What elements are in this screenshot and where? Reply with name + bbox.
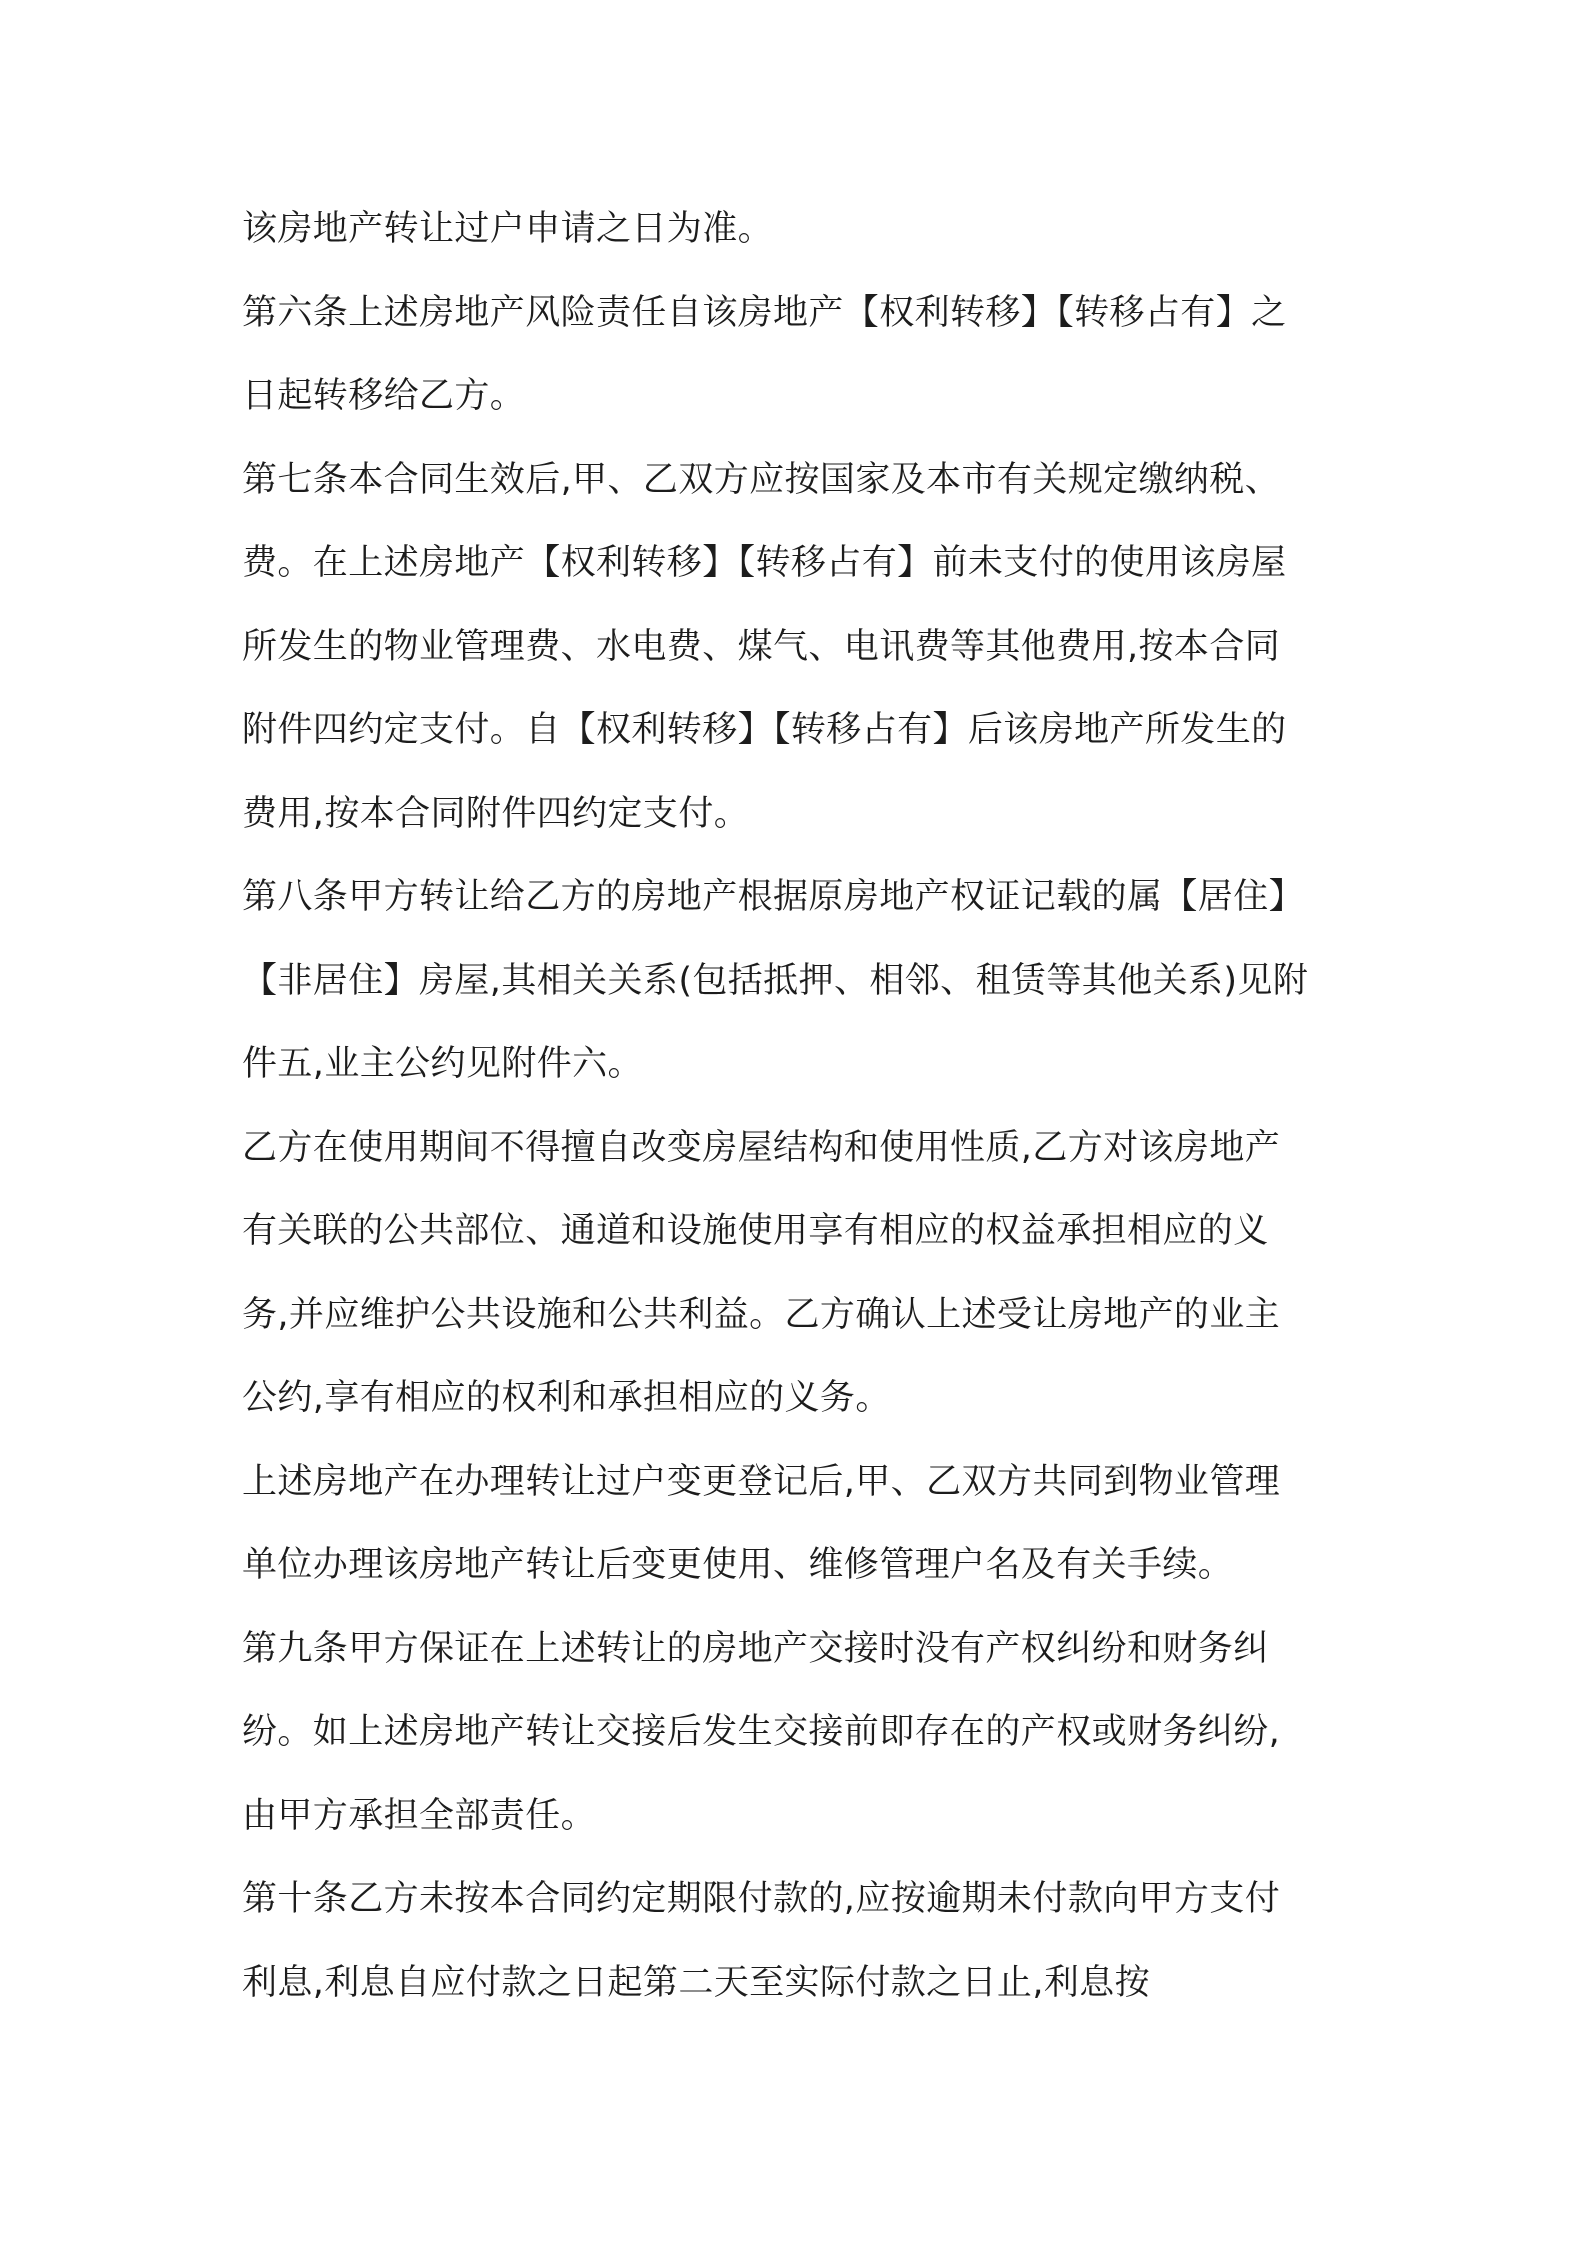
text-line: 单位办理该房地产转让后变更使用、维修管理户名及有关手续。 xyxy=(242,1545,1234,1585)
text-line: 第八条甲方转让给乙方的房地产根据原房地产权证记载的属【居住】 xyxy=(242,877,1305,917)
text-line: 利息,利息自应付款之日起第二天至实际付款之日止,利息按 xyxy=(242,1962,1151,2003)
text-line: 有关联的公共部位、通道和设施使用享有相应的权益承担相应的义 xyxy=(242,1211,1269,1251)
text-line: 由甲方承担全部责任。 xyxy=(242,1795,597,1836)
text-line: 【非居住】房屋,其相关关系(包括抵押、相邻、租赁等其他关系)见附 xyxy=(242,960,1309,1001)
text-line: 公约,享有相应的权利和承担相应的义务。 xyxy=(242,1378,891,1418)
text-line: 第九条甲方保证在上述转让的房地产交接时没有产权纠纷和财务纠 xyxy=(242,1628,1269,1669)
contract-text xyxy=(242,188,1372,2025)
text-line: 附件四约定支付。自【权利转移】【转移占有】后该房地产所发生的 xyxy=(242,710,1287,750)
text-line: 上述房地产在办理转让过户变更登记后,甲、乙双方共同到物业管理 xyxy=(242,1461,1281,1502)
text-line: 费。在上述房地产【权利转移】【转移占有】前未支付的使用该房屋 xyxy=(242,543,1287,583)
text-line: 第十条乙方未按本合同约定期限付款的,应按逾期未付款向甲方支付 xyxy=(242,1879,1281,1919)
text-line: 务,并应维护公共设施和公共利益。乙方确认上述受让房地产的业主 xyxy=(242,1294,1281,1335)
text-line: 第六条上述房地产风险责任自该房地产【权利转移】【转移占有】之 xyxy=(242,292,1287,333)
text-line: 所发生的物业管理费、水电费、煤气、电讯费等其他费用,按本合同 xyxy=(242,626,1281,667)
text-line: 第七条本合同生效后,甲、乙双方应按国家及本市有关规定缴纳税、 xyxy=(242,459,1281,500)
text-line: 件五,业主公约见附件六。 xyxy=(242,1044,643,1084)
text-line: 费用,按本合同附件四约定支付。 xyxy=(242,793,750,834)
text-line: 乙方在使用期间不得擅自改变房屋结构和使用性质,乙方对该房地产 xyxy=(242,1127,1281,1168)
text-line: 该房地产转让过户申请之日为准。 xyxy=(242,209,774,249)
text-line: 日起转移给乙方。 xyxy=(242,376,526,416)
text-line: 纷。如上述房地产转让交接后发生交接前即存在的产权或财务纠纷, xyxy=(242,1712,1281,1752)
